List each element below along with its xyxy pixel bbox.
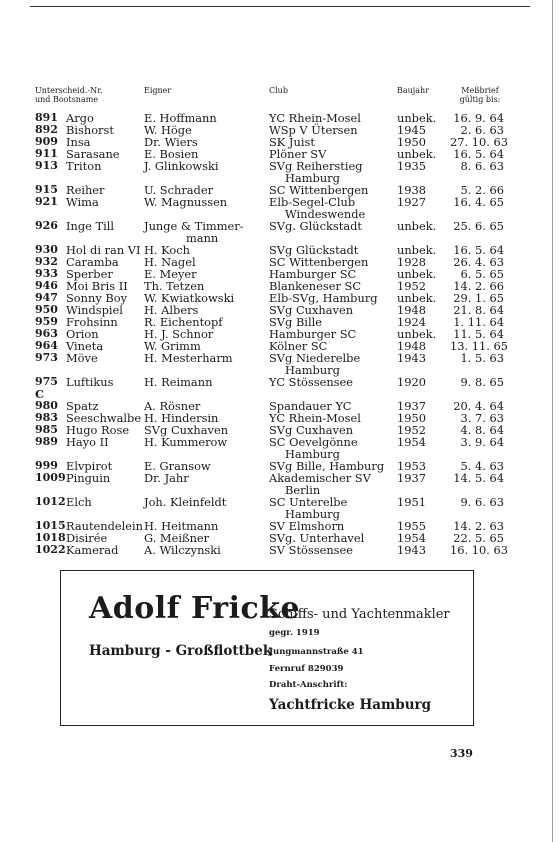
ad-city: Hamburg - Großflottbek	[89, 643, 273, 659]
cell-year: unbek.	[397, 111, 437, 125]
cell-boat: Elch	[66, 495, 92, 509]
header-name-label: und Bootsname	[35, 95, 99, 104]
cell-valid: 9. 6. 63	[460, 495, 504, 509]
cell-num: 1012	[35, 495, 66, 508]
cell-boat: Möve	[66, 351, 98, 365]
advertisement	[60, 570, 474, 726]
cell-club: SVg Bille, Hamburg	[269, 459, 385, 473]
cell-club: SVg Cuxhaven	[269, 303, 354, 317]
cell-club: SV Elmshorn	[269, 519, 345, 533]
cell-valid: 16. 5. 64	[453, 147, 504, 161]
cell-boat: Reiher	[66, 183, 105, 197]
cell-year: unbek.	[397, 327, 437, 341]
cell-club: Blankeneser SC	[269, 279, 362, 293]
cell-valid: 20. 4. 64	[453, 399, 504, 413]
cell-owner: A. Rösner	[144, 399, 201, 413]
cell-boat: Windspiel	[66, 303, 123, 317]
cell-boat: Orion	[66, 327, 99, 341]
cell-year: 1943	[397, 351, 426, 365]
cell-boat: Wima	[66, 195, 99, 209]
cell-club: SVg Bille	[269, 315, 322, 329]
cell-owner: E. Hoffmann	[144, 111, 217, 125]
cell-boat: Moi Bris II	[66, 279, 128, 293]
cell-num: 973	[35, 351, 58, 364]
cell-club: SV Stössensee	[269, 543, 353, 557]
cell-valid: 14. 2. 66	[453, 279, 504, 293]
cell-year: unbek.	[397, 219, 437, 233]
cell-boat: Insa	[66, 135, 91, 149]
cell-owner: Dr. Wiers	[144, 135, 198, 149]
cell-club: SC Wittenbergen	[269, 255, 369, 269]
cell-year: 1955	[397, 519, 426, 533]
cell-club: Plöner SV	[269, 147, 327, 161]
cell-club: SVg. Unterhavel	[269, 531, 365, 545]
cell-club: WSp V Ütersen	[269, 123, 358, 137]
cell-valid: 11. 5. 64	[453, 327, 504, 341]
cell-year: 1954	[397, 435, 426, 449]
cell-owner: W. Höge	[144, 123, 192, 137]
cell-club: Akademischer SV	[269, 471, 371, 485]
cell-owner: H. Nagel	[144, 255, 196, 269]
cell-year: unbek.	[397, 147, 437, 161]
cell-owner: A. Wilczynski	[144, 543, 221, 557]
cell-owner: H. Reimann	[144, 375, 213, 389]
cell-owner: U. Schrader	[144, 183, 214, 197]
cell-year: unbek.	[397, 267, 437, 281]
cell-boat: Kamerad	[66, 543, 119, 557]
header-valid-line1: Meßbrief	[461, 86, 499, 95]
cell-valid: 4. 8. 64	[460, 423, 504, 437]
cell-club-continued: Hamburg	[285, 171, 340, 185]
cell-year: 1952	[397, 279, 426, 293]
cell-valid: 2. 6. 63	[460, 123, 504, 137]
cell-boat: Inge Till	[66, 219, 115, 233]
cell-owner: G. Meißner	[144, 531, 210, 545]
cell-owner: W. Grimm	[144, 339, 201, 353]
cell-owner: E. Bosien	[144, 147, 199, 161]
cell-year: 1950	[397, 411, 426, 425]
cell-boat: Caramba	[66, 255, 119, 269]
cell-num: 946	[35, 279, 58, 292]
cell-valid: 1. 5. 63	[460, 351, 504, 365]
cell-boat: Pinguin	[66, 471, 111, 485]
cell-year: 1951	[397, 495, 426, 509]
cell-num: 989	[35, 435, 58, 448]
cell-valid: 8. 6. 63	[460, 159, 504, 173]
cell-club: Hamburger SC	[269, 327, 357, 341]
cell-club: YC Rhein-Mosel	[269, 411, 361, 425]
cell-boat: Bishorst	[66, 123, 114, 137]
cell-num: 933	[35, 267, 58, 280]
cell-num: 930	[35, 243, 58, 256]
cell-boat: Sperber	[66, 267, 113, 281]
cell-owner: SVg Cuxhaven	[144, 423, 229, 437]
cell-year: unbek.	[397, 243, 437, 257]
cell-boat: Spatz	[66, 399, 99, 413]
cell-year: 1938	[397, 183, 426, 197]
cell-year: 1937	[397, 399, 426, 413]
cell-owner: H. Albers	[144, 303, 199, 317]
cell-num: 963	[35, 327, 58, 340]
cell-valid: 9. 8. 65	[460, 375, 504, 389]
cell-owner: J. Glinkowski	[144, 159, 219, 173]
cell-valid: 29. 1. 65	[453, 291, 504, 305]
cell-club: Kölner SC	[269, 339, 328, 353]
cell-owner: H. J. Schnor	[144, 327, 214, 341]
ad-founded: gegr. 1919	[269, 628, 320, 638]
header-valid-line2: gültig bis:	[459, 95, 501, 104]
header-owner: Eigner	[144, 86, 172, 95]
cell-num: 932	[35, 255, 58, 268]
cell-owner: Th. Tetzen	[144, 279, 205, 293]
cell-boat: Sonny Boy	[66, 291, 128, 305]
cell-owner: E. Gransow	[144, 459, 211, 473]
cell-club: SVg Glückstadt	[269, 243, 359, 257]
cell-num: 913	[35, 159, 58, 172]
cell-year: 1927	[397, 195, 426, 209]
cell-valid: 21. 8. 64	[453, 303, 504, 317]
cell-year: 1950	[397, 135, 426, 149]
cell-num: 947	[35, 291, 58, 304]
cell-club: SC Oevelgönne	[269, 435, 358, 449]
cell-num: 985	[35, 423, 58, 436]
cell-num: 921	[35, 195, 58, 208]
ad-phone: Fernruf 829039	[269, 664, 344, 674]
cell-year: 1924	[397, 315, 426, 329]
header-year: Baujahr	[397, 86, 430, 95]
cell-owner: H. Koch	[144, 243, 190, 257]
cell-boat: Hugo Rose	[66, 423, 130, 437]
ad-cable-label: Draht-Anschrift:	[269, 680, 348, 690]
cell-boat: Luftikus	[66, 375, 114, 389]
cell-boat: Seeschwalbe	[66, 411, 142, 425]
cell-num: 926	[35, 219, 58, 232]
cell-num: 892	[35, 123, 58, 136]
cell-num: 909	[35, 135, 58, 148]
ad-street: Jungmannstraße 41	[269, 647, 364, 657]
cell-owner: E. Meyer	[144, 267, 197, 281]
cell-valid: 26. 4. 63	[453, 255, 504, 269]
cell-boat: Disirée	[66, 531, 108, 545]
cell-valid: 5. 4. 63	[460, 459, 504, 473]
cell-boat: Sarasane	[66, 147, 120, 161]
cell-owner: W. Magnussen	[144, 195, 228, 209]
cell-valid: 14. 2. 63	[453, 519, 504, 533]
cell-num: 1018	[35, 531, 66, 544]
cell-year: 1954	[397, 531, 426, 545]
ad-profession: Schiffs- und Yachtenmakler	[269, 607, 450, 622]
cell-owner: H. Mesterharm	[144, 351, 233, 365]
cell-club: SVg Cuxhaven	[269, 423, 354, 437]
cell-year: 1945	[397, 123, 426, 137]
cell-num: 983	[35, 411, 58, 424]
cell-valid: 1. 11. 64	[453, 315, 504, 329]
cell-owner: H. Kummerow	[144, 435, 228, 449]
cell-num: 975	[35, 375, 58, 388]
cell-year: unbek.	[397, 291, 437, 305]
cell-boat: Argo	[66, 111, 94, 125]
page-number: 339	[450, 747, 473, 760]
cell-club: YC Stössensee	[269, 375, 353, 389]
cell-valid: 16. 9. 64	[453, 111, 504, 125]
cell-club: Elb-Segel-Club	[269, 195, 356, 209]
cell-valid: 16. 10. 63	[450, 543, 508, 557]
cell-club: YC Rhein-Mosel	[269, 111, 361, 125]
cell-valid: 14. 5. 64	[453, 471, 504, 485]
cell-owner: W. Kwiatkowski	[144, 291, 235, 305]
cell-year: 1953	[397, 459, 426, 473]
ad-cable-address: Yachtfricke Hamburg	[269, 697, 432, 713]
cell-club: SC Wittenbergen	[269, 183, 369, 197]
cell-owner: Junge & Timmer-	[144, 219, 244, 233]
cell-club: Elb-SVg, Hamburg	[269, 291, 378, 305]
header-club: Club	[269, 86, 288, 95]
cell-boat: Hol di ran VI	[66, 243, 141, 257]
cell-club: Spandauer YC	[269, 399, 352, 413]
cell-valid: 13. 11. 65	[450, 339, 508, 353]
cell-num: 891	[35, 111, 58, 124]
cell-valid: 25. 6. 65	[453, 219, 504, 233]
cell-valid: 3. 9. 64	[460, 435, 504, 449]
cell-num: 911	[35, 147, 58, 160]
cell-owner: Dr. Jahr	[144, 471, 189, 485]
cell-club: SVg Reiherstieg	[269, 159, 363, 173]
cell-year: 1928	[397, 255, 426, 269]
cell-boat: Triton	[66, 159, 102, 173]
cell-year: 1935	[397, 159, 426, 173]
cell-owner: Joh. Kleinfeldt	[144, 495, 227, 509]
cell-valid: 22. 5. 65	[453, 531, 504, 545]
cell-boat: Vineta	[66, 339, 104, 353]
cell-year: 1948	[397, 303, 426, 317]
cell-valid: 6. 5. 65	[460, 267, 504, 281]
cell-num: 999	[35, 459, 58, 472]
cell-valid: 5. 2. 66	[460, 183, 504, 197]
cell-num: 1015	[35, 519, 66, 532]
cell-year: 1948	[397, 339, 426, 353]
cell-club-continued: Berlin	[285, 483, 321, 497]
cell-club: SVg. Glückstadt	[269, 219, 363, 233]
cell-num: 980	[35, 399, 58, 412]
cell-valid: 16. 5. 64	[453, 243, 504, 257]
cell-boat: Rautendelein	[66, 519, 144, 533]
cell-boat: Elvpirot	[66, 459, 113, 473]
cell-club: SC Unterelbe	[269, 495, 348, 509]
cell-valid: 3. 7. 63	[460, 411, 504, 425]
cell-valid: 27. 10. 63	[450, 135, 508, 149]
cell-num: 959	[35, 315, 58, 328]
ad-company-name: Adolf Fricke	[89, 591, 301, 626]
cell-club: Hamburger SC	[269, 267, 357, 281]
header-number-label: Unterscheid.-Nr.	[35, 86, 103, 95]
cell-owner: H. Heitmann	[144, 519, 219, 533]
cell-num: 915	[35, 183, 58, 196]
cell-valid: 16. 4. 65	[453, 195, 504, 209]
cell-owner: R. Eichentopf	[144, 315, 223, 329]
cell-num: 964	[35, 339, 58, 352]
cell-num-continued: C	[35, 387, 45, 401]
cell-boat: Frohsinn	[66, 315, 118, 329]
cell-year: 1920	[397, 375, 426, 389]
cell-club-continued: Hamburg	[285, 507, 340, 521]
cell-num: 950	[35, 303, 58, 316]
cell-year: 1952	[397, 423, 426, 437]
cell-owner: H. Hindersin	[144, 411, 219, 425]
cell-year: 1943	[397, 543, 426, 557]
cell-boat: Hayo II	[66, 435, 109, 449]
cell-club-continued: Windeswende	[285, 207, 366, 221]
cell-num: 1009	[35, 471, 66, 484]
cell-club: SK Juist	[269, 135, 315, 149]
cell-num: 1022	[35, 543, 66, 556]
cell-year: 1937	[397, 471, 426, 485]
cell-club-continued: Hamburg	[285, 363, 340, 377]
cell-owner-continued: mann	[186, 231, 219, 245]
cell-club-continued: Hamburg	[285, 447, 340, 461]
cell-club: SVg Niederelbe	[269, 351, 361, 365]
